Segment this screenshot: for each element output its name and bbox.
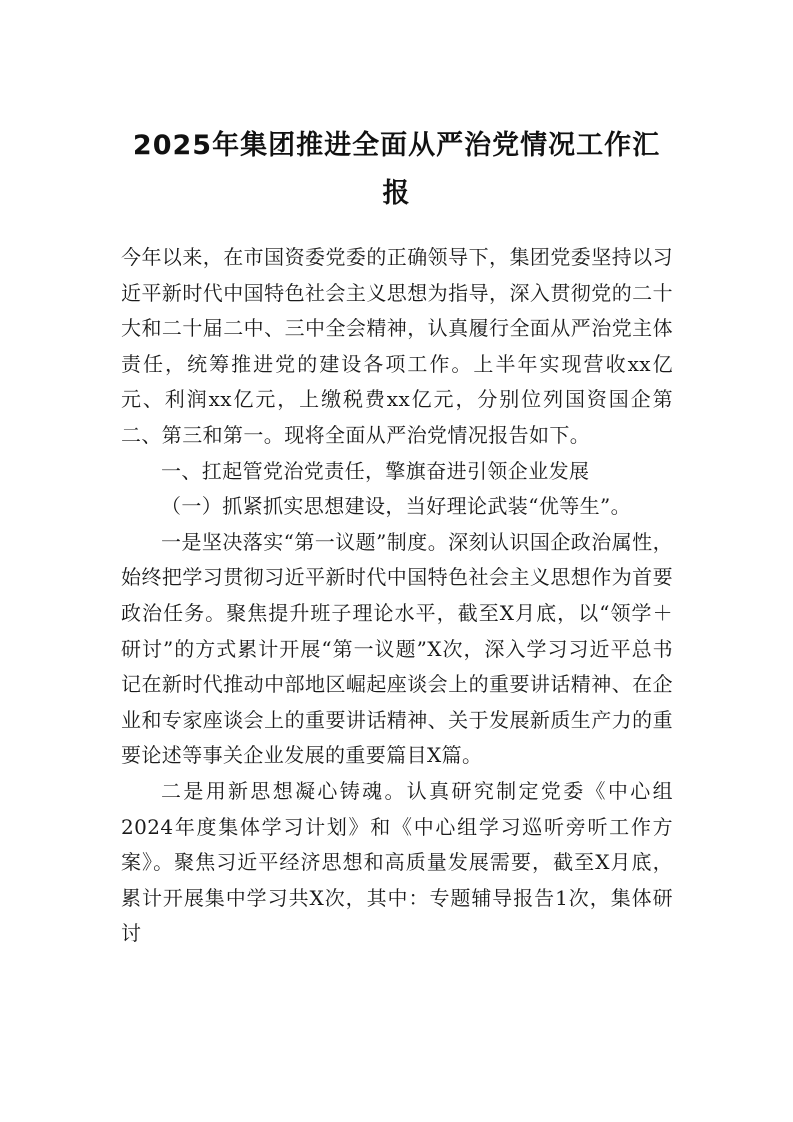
document-body bbox=[121, 240, 673, 952]
subsection-heading-1: （一）抓紧抓实思想建设，当好理论武装“优等生”。 bbox=[161, 494, 632, 519]
document-title: 2025年集团推进全面从严治党情况工作汇报 bbox=[132, 130, 661, 209]
paragraph-point-1: 一是坚决落实“第一议题”制度。深刻认识国企政治属性，始终把学习贯彻习近平新时代中国特色社会主义思想作为首要政治任务。聚焦提升班子理论水平，截至X月底，以“领学＋研讨”的方式累计开展“第一议题”X次，深入学习习近平总书记在新时代推动中部地区崛起座谈会上的重要讲话精神、在企业和专家座谈会上的重要讲话精神、关于发展新质生产力的重要论述等事关企业发展的重要篇目X篇。 bbox=[121, 529, 673, 768]
paragraph-point-2: 二是用新思想凝心铸魂。认真研究制定党委《中心组2024年度集体学习计划》和《中心组学习巡听旁听工作方案》。聚焦习近平经济思想和高质量发展需要，截至X月底，累计开展集中学习共X次，其中：专题辅导报告1次，集体研讨 bbox=[121, 778, 673, 946]
paragraph-intro: 今年以来，在市国资委党委的正确领导下，集团党委坚持以习近平新时代中国特色社会主义思想为指导，深入贯彻党的二十大和二十届二中、三中全会精神，认真履行全面从严治党主体责任，统筹推进党的建设各项工作。上半年实现营收xx亿元、利润xx亿元，上缴税费xx亿元，分别位列国资国企第二、第三和第一。现将全面从严治党情况报告如下。 bbox=[121, 245, 673, 447]
section-heading-1: 一、扛起管党治党责任，擎旗奋进引领企业发展 bbox=[161, 458, 590, 483]
